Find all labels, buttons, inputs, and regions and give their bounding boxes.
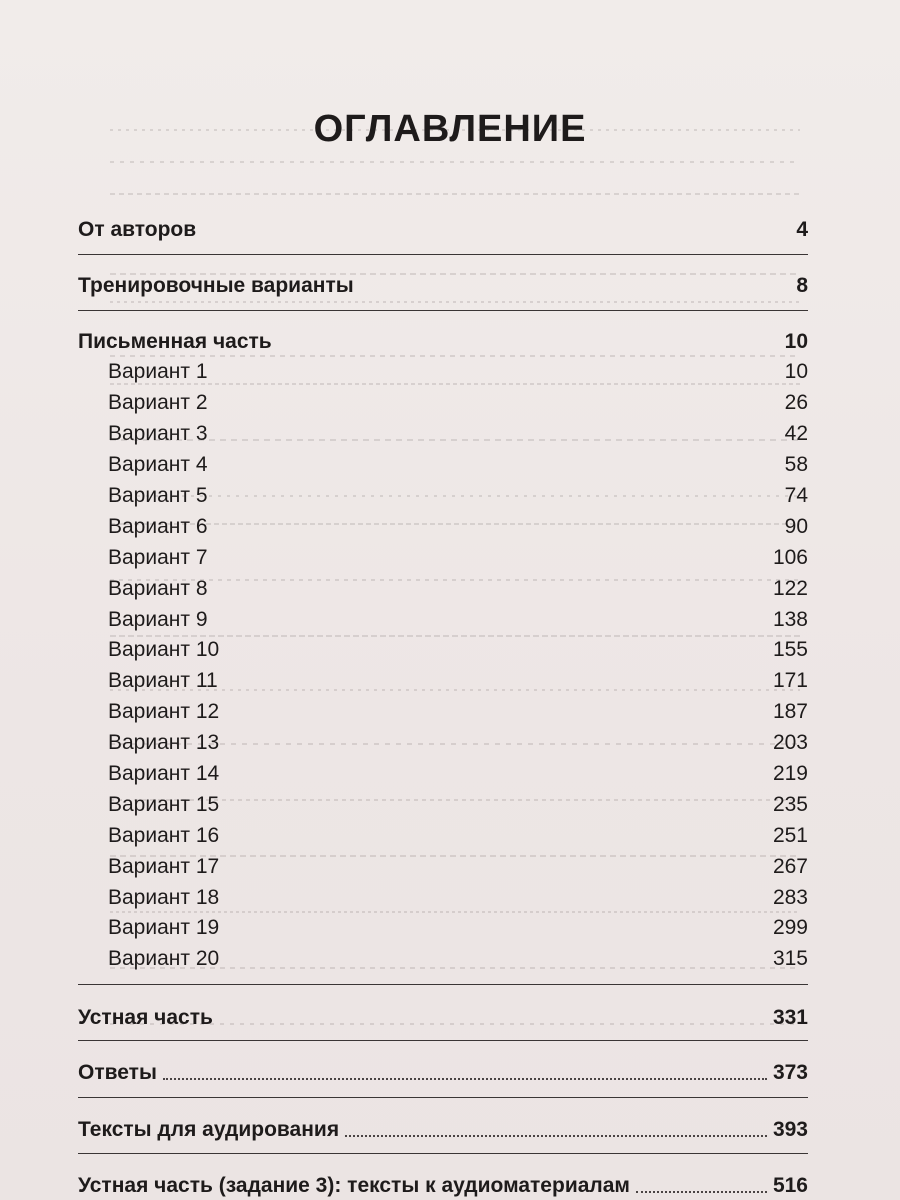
toc-page-number: 373: [772, 1061, 808, 1084]
toc-entry-label: Вариант 2: [108, 391, 208, 414]
toc-leader: [225, 872, 767, 874]
toc-leader: [636, 1191, 767, 1193]
toc-page-number: 90: [784, 515, 808, 538]
toc-leader: [163, 1078, 767, 1080]
toc-leader: [214, 377, 779, 379]
toc-subentry: [108, 571, 808, 601]
toc-page-number: 251: [772, 824, 808, 847]
toc-page-number: 393: [772, 1118, 808, 1141]
toc-leader: [225, 655, 767, 657]
toc-subentry: [108, 694, 808, 724]
toc-entry: [78, 212, 808, 242]
toc-leader: [214, 408, 779, 410]
toc-entry-label: Вариант 18: [108, 886, 220, 909]
toc-leader: [225, 964, 767, 966]
toc-entry-label: Вариант 6: [108, 515, 208, 538]
toc-subentry: [108, 632, 808, 662]
toc-leader: [225, 841, 767, 843]
toc-subentry: [108, 818, 808, 848]
toc-leader: [360, 291, 791, 293]
section-divider: [78, 254, 808, 255]
toc-entry-label: Вариант 12: [108, 700, 220, 723]
toc-entry-label: Вариант 19: [108, 916, 220, 939]
toc-page-number: 138: [772, 608, 808, 631]
toc-page-number: 299: [772, 916, 808, 939]
toc-leader: [225, 779, 767, 781]
toc-entry: [78, 1055, 808, 1085]
toc-page-number: 106: [772, 546, 808, 569]
toc-entry-label: Вариант 11: [108, 669, 218, 692]
toc-subentry: [108, 478, 808, 508]
toc-subentry: [108, 849, 808, 879]
toc-leader: [214, 594, 767, 596]
toc-entry-label: Устная часть (задание 3): тексты к аудиоматериалам: [78, 1174, 630, 1197]
toc-entry-label: Вариант 9: [108, 608, 208, 631]
toc-page-number: 8: [796, 274, 808, 297]
toc-entry-label: Вариант 10: [108, 638, 220, 661]
toc-page-number: 171: [772, 669, 808, 692]
toc-subentry: [108, 509, 808, 539]
toc-leader: [225, 903, 767, 905]
toc-page-number: 331: [772, 1006, 808, 1029]
toc-entry: [78, 268, 808, 298]
toc-leader: [225, 748, 767, 750]
toc-subentry: [108, 880, 808, 910]
toc-page-number: 58: [784, 453, 808, 476]
toc-page-number: 315: [772, 947, 808, 970]
toc-entry-label: Вариант 17: [108, 855, 220, 878]
toc-page-number: 26: [784, 391, 808, 414]
toc-leader: [202, 235, 790, 237]
section-divider: [78, 1097, 808, 1098]
toc-page-number: 4: [796, 218, 808, 241]
toc-subentry: [108, 941, 808, 971]
toc-page-number: 283: [772, 886, 808, 909]
toc-subentry: [108, 663, 808, 693]
toc-entry: [78, 1000, 808, 1030]
toc-page-number: 10: [784, 360, 808, 383]
toc-entry-label: Вариант 14: [108, 762, 220, 785]
toc-entry-label: Вариант 3: [108, 422, 208, 445]
toc-page-number: 155: [772, 638, 808, 661]
toc-entry-label: Вариант 4: [108, 453, 208, 476]
toc-leader: [214, 625, 767, 627]
toc-entry-label: Вариант 20: [108, 947, 220, 970]
toc-leader: [225, 810, 767, 812]
section-divider: [78, 984, 808, 985]
toc-entry-label: Вариант 1: [108, 360, 208, 383]
toc-entry: [78, 1112, 808, 1142]
toc-leader: [278, 347, 779, 349]
toc-entry: [78, 324, 808, 354]
toc-entry-label: Ответы: [78, 1061, 157, 1084]
toc-page-number: 74: [784, 484, 808, 507]
toc-entry-label: Вариант 15: [108, 793, 220, 816]
toc-leader: [214, 532, 779, 534]
toc-leader: [224, 686, 767, 688]
toc-subentry: [108, 354, 808, 384]
toc-page-number: 516: [772, 1174, 808, 1197]
toc-entry: [78, 1168, 808, 1198]
toc-subentry: [108, 725, 808, 755]
toc-subentry: [108, 447, 808, 477]
toc-entry-label: Письменная часть: [78, 330, 272, 353]
toc-entry-label: От авторов: [78, 218, 197, 241]
toc-entry-label: Устная часть: [78, 1006, 213, 1029]
page-title: ОГЛАВЛЕНИЕ: [313, 108, 587, 150]
toc-entry-label: Тексты для аудирования: [78, 1118, 340, 1141]
toc-leader: [214, 439, 779, 441]
toc-page-number: 203: [772, 731, 808, 754]
toc-leader: [345, 1135, 767, 1137]
toc-leader: [214, 501, 779, 503]
toc-entry-label: Вариант 8: [108, 577, 208, 600]
toc-page-number: 267: [772, 855, 808, 878]
toc-subentry: [108, 385, 808, 415]
toc-page-number: 219: [772, 762, 808, 785]
section-divider: [78, 310, 808, 311]
toc-leader: [225, 717, 767, 719]
toc-subentry: [108, 540, 808, 570]
toc-leader: [225, 933, 767, 935]
toc-page-number: 187: [772, 700, 808, 723]
toc-subentry: [108, 756, 808, 786]
toc-page-number: 122: [772, 577, 808, 600]
toc-entry-label: Вариант 13: [108, 731, 220, 754]
section-divider: [78, 1153, 808, 1154]
toc-leader: [214, 563, 767, 565]
toc-subentry: [108, 602, 808, 632]
toc-subentry: [108, 416, 808, 446]
toc-entry-label: Вариант 5: [108, 484, 208, 507]
toc-entry-label: Тренировочные варианты: [78, 274, 354, 297]
toc-entry-label: Вариант 7: [108, 546, 208, 569]
toc-page-number: 235: [772, 793, 808, 816]
toc-page-number: 42: [784, 422, 808, 445]
toc-subentry: [108, 910, 808, 940]
section-divider: [78, 1040, 808, 1041]
toc-leader: [219, 1023, 767, 1025]
toc-entry-label: Вариант 16: [108, 824, 220, 847]
toc-leader: [214, 470, 779, 472]
toc-page-number: 10: [784, 330, 808, 353]
toc-subentry: [108, 787, 808, 817]
